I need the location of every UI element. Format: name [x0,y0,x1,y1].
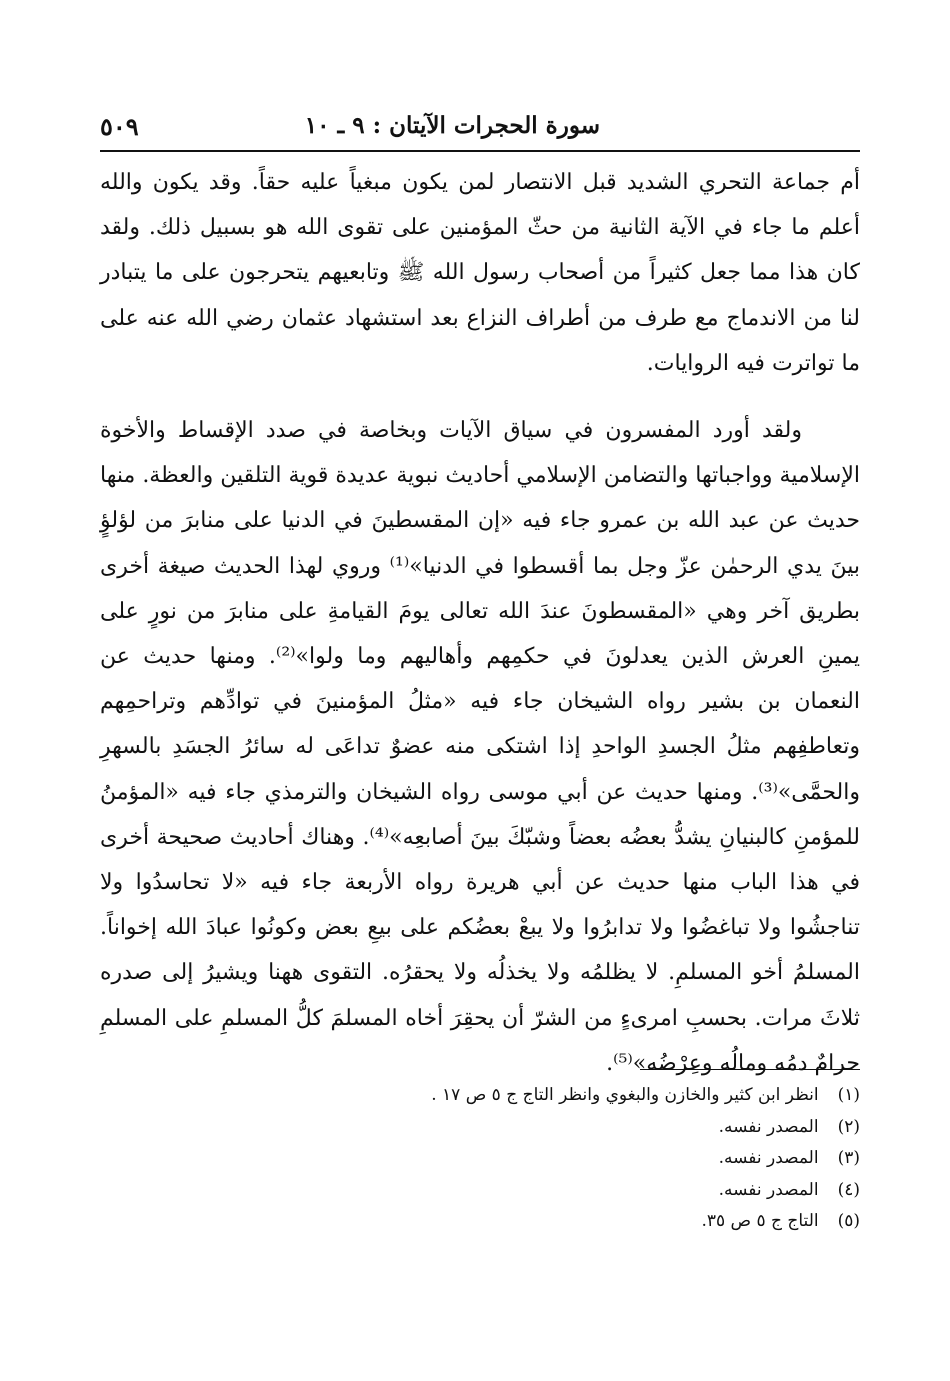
footnote-text: المصدر نفسه. [718,1179,819,1200]
page-header [100,108,860,148]
footnote-text: المصدر نفسه. [718,1148,819,1168]
header-divider [100,150,860,152]
footnote-text: التاج ج ٥ ص ٣٥. [701,1211,819,1231]
footnote-number: (٢) [837,1116,860,1137]
body-paragraph-1 [100,160,860,386]
footnote-4 [100,1175,860,1207]
footnote-3 [100,1143,860,1175]
footnote-2 [100,1112,860,1144]
footnote-number: (٤) [837,1179,860,1200]
paragraph-text: ولقد أورد المفسرون في سياق الآيات وبخاصة في صدد الإقساط والأخوة الإسلامية وواجباتها والتضامن الإسلامي أحاديث نبوية عديدة قوية التلقين والعظة. منها حديث عن عبد الله بن عمرو جاء فيه «إن المقسطينَ في الدنيا على منابرَ من لؤلؤٍ بينَ يدي الرحمٰن عزّ وجل بما أقسطوا في الدنيا»⁽¹⁾ وروي لهذا الحديث صيغة أخرى بطريق آخر وهي «المقسطونَ عندَ الله تعالى يومَ القيامةِ على منابرَ من نورٍ على يمينِ العرش الذين يعدلونَ في حكمِهم وأهاليهم وما ولوا»⁽²⁾. ومنها حديث عن النعمان بن بشير رواه الشيخان جاء فيه «مثلُ المؤمنينَ في توادِّهم وتراحمِهم وتعاطفِهم مثلُ الجسدِ الواحدِ إذا اشتكى منه عضوٌ تداعَى له سائرُ الجسَدِ بالسهرِ والحمَّى»⁽³⁾. ومنها حديث عن أبي موسى رواه الشيخان والترمذي جاء فيه «المؤمنُ للمؤمنِ كالبنيانِ يشدُّ بعضُه بعضاً وشبّكَ بينَ أصابعِه»⁽⁴⁾. وهناك أحاديث صحيحة أخرى في هذا الباب منها حديث عن أبي هريرة رواه الأربعة جاء فيه «لا تحاسدُوا ولا تناجشُوا ولا تباغضُوا ولا تدابرُوا ولا يبعْ بعضُكم على بيعِ بعض وكونُوا عبادَ الله إخواناً. المسلمُ أخو المسلمِ. لا يظلمُه ولا يخذلُه ولا يحقرُه. التقوى ههنا ويشيرُ إلى صدره ثلاثَ مرات. بحسبِ امرىءٍ من الشرّ أن يحقِرَ أخاه المسلمَ كلُّ المسلمِ على المسلمِ حرامٌ دمُه ومالُه وعِرْضُه»⁽⁵⁾. [100,418,861,1076]
paragraph-text: أم جماعة التحري الشديد قبل الانتصار لمن يكون مبغياً عليه حقاً. وقد يكون والله أعلم ما جاء في الآية الثانية من حثّ المؤمنين على تقوى الله هو بسبيل ذلك. ولقد كان هذا مما جعل كثيراً من أصحاب رسول الله ﷺ وتابعيهم يتحرجون على ما يتبادر لنا من الاندماج مع طرف من أطراف النزاع بعد استشهاد عثمان رضي الله عنه على ما تواترت فيه الروايات. [100,170,860,376]
footnotes [100,1080,860,1238]
footnote-number: (٣) [837,1148,860,1168]
footnote-divider [640,1069,860,1070]
footnote-1 [100,1080,860,1112]
page-number: ٥٠٩ [100,112,139,141]
footnote-number: (١) [837,1085,860,1105]
footnote-number: (٥) [837,1211,860,1231]
running-title: سورة الحجرات الآيتان : ٩ ـ ١٠ [304,112,600,139]
footnote-5 [100,1206,860,1238]
footnote-text: انظر ابن كثير والخازن والبغوي وانظر التاج ج ٥ ص ١٧ . [431,1085,819,1105]
footnote-text: المصدر نفسه. [718,1116,819,1137]
body-paragraph-2 [100,408,860,1086]
